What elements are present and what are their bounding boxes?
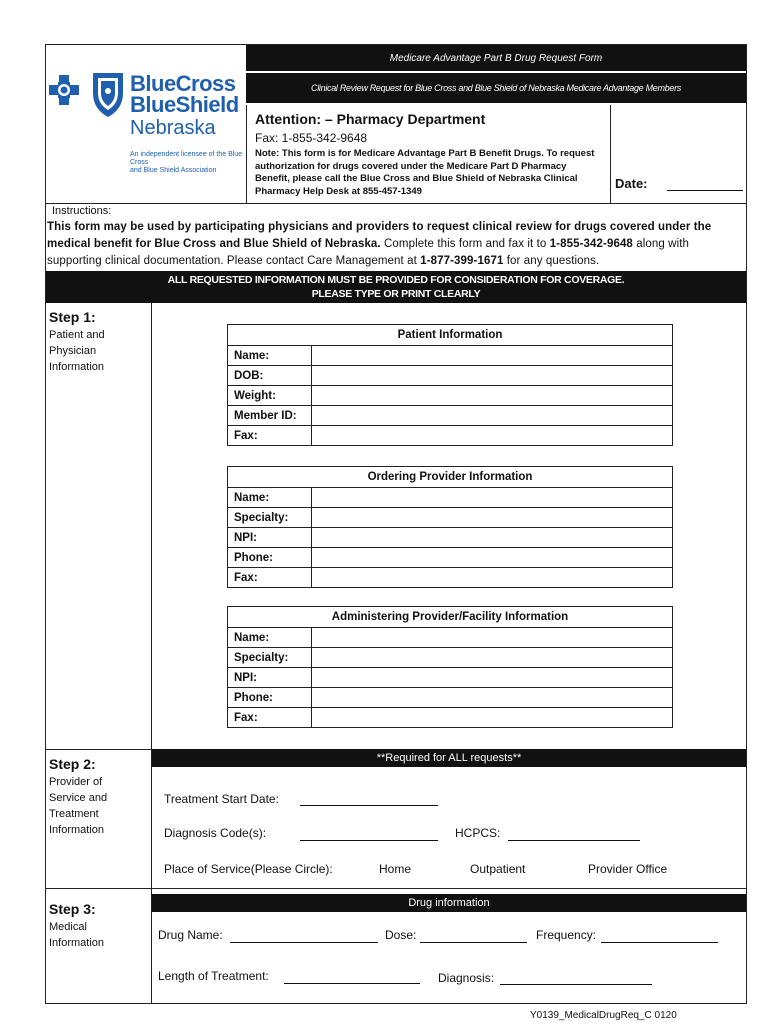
admin-npi-label: NPI: — [228, 668, 312, 688]
banner-line1: ALL REQUESTED INFORMATION MUST BE PROVIDED FOR CONSIDERATION FOR COVERAGE. — [167, 274, 625, 286]
step3-column — [46, 889, 152, 1003]
form-title: Medicare Advantage Part B Drug Request Form — [246, 45, 746, 71]
admin-name-label: Name: — [228, 628, 312, 648]
step2-sub-line: Treatment — [49, 808, 99, 820]
hcpcs-label: HCPCS: — [455, 826, 501, 840]
header-divider — [46, 203, 746, 204]
logo-line3: Nebraska — [130, 117, 216, 139]
patient-dob-label: DOB: — [228, 366, 312, 386]
ordering-provider-heading: Ordering Provider Information — [228, 467, 673, 488]
patient-weight-label: Weight: — [228, 386, 312, 406]
diagnosis-field[interactable] — [500, 984, 652, 985]
ordering-phone-label: Phone: — [228, 548, 312, 568]
ordering-npi-field[interactable] — [312, 528, 673, 548]
admin-phone-field[interactable] — [312, 688, 673, 708]
diagnosis-label: Diagnosis: — [438, 971, 495, 985]
step2-title: Step 2: — [49, 756, 96, 772]
ordering-fax-label: Fax: — [228, 568, 312, 588]
requirements-banner — [46, 271, 746, 303]
step2-sub-line: Provider of — [49, 776, 103, 788]
ordering-npi-label: NPI: — [228, 528, 312, 548]
form-footer-code: Y0139_MedicalDrugReq_C 0120 — [530, 1010, 677, 1021]
step2-sub-line: Service and — [49, 792, 108, 804]
ordering-fax-field[interactable] — [312, 568, 673, 588]
step1-sub-line: Patient and — [49, 329, 105, 341]
patient-dob-field[interactable] — [312, 366, 673, 386]
patient-name-field[interactable] — [312, 346, 673, 366]
frequency-label: Frequency: — [536, 928, 597, 942]
patient-member-id-label: Member ID: — [228, 406, 312, 426]
drug-name-field[interactable] — [230, 942, 378, 943]
patient-fax-field[interactable] — [312, 426, 673, 446]
treatment-start-field[interactable] — [300, 805, 438, 806]
ordering-phone-field[interactable] — [312, 548, 673, 568]
hcpcs-field[interactable] — [508, 840, 640, 841]
pos-option-outpatient[interactable]: Outpatient — [470, 862, 526, 876]
step2-subtitle — [49, 774, 148, 838]
treatment-start-label: Treatment Start Date: — [164, 792, 279, 806]
date-box — [611, 105, 747, 203]
admin-specialty-label: Specialty: — [228, 648, 312, 668]
pos-option-provider-office[interactable]: Provider Office — [588, 862, 668, 876]
patient-info-table — [227, 324, 673, 446]
date-label: Date: — [615, 176, 648, 191]
instructions-text-3: for any questions. — [503, 255, 600, 267]
instructions-bold: This form may be used by participating physicians and providers to request clinical review for drugs covered under the medical benefit for Blue Cross and Blue Shield of Nebraska. — [47, 221, 712, 250]
diagnosis-codes-label: Diagnosis Code(s): — [164, 826, 267, 840]
attention-heading: Attention: – Pharmacy Department — [255, 111, 486, 127]
bcbs-logo — [46, 45, 246, 203]
instructions-phone: 1-877-399-1671 — [420, 255, 504, 267]
step3-subtitle — [49, 919, 148, 951]
form-subtitle: Clinical Review Request for Blue Cross and Blue Shield of Nebraska Medicare Advantage Members — [246, 73, 746, 103]
patient-info-heading: Patient Information — [228, 325, 673, 346]
instructions-body — [47, 219, 743, 270]
admin-phone-label: Phone: — [228, 688, 312, 708]
banner-line2: PLEASE TYPE OR PRINT CLEARLY — [311, 288, 481, 300]
length-of-treatment-label: Length of Treatment: — [158, 969, 269, 983]
admin-npi-field[interactable] — [312, 668, 673, 688]
frequency-field[interactable] — [601, 942, 718, 943]
logo-tagline-2: and Blue Shield Association — [130, 167, 217, 174]
ordering-specialty-field[interactable] — [312, 508, 673, 528]
attention-fax: Fax: 1-855-342-9648 — [255, 131, 368, 145]
attention-note: Note: This form is for Medicare Advantage Part B Benefit Drugs. To request authorization for drugs covered under the Medicare Part D Pharmacy Benefit, please call the Blue Cross and Blue Shield of Nebraska Clinical Pharmacy Help Desk at 855-457-1349 — [255, 148, 595, 197]
step2-sub-line: Information — [49, 824, 105, 836]
attention-box — [246, 105, 611, 203]
pos-option-home[interactable]: Home — [379, 862, 412, 876]
logo-line1: BlueCross — [130, 71, 236, 96]
logo-tagline-1: An independent licensee of the Blue Cross — [130, 151, 243, 166]
step1-column — [46, 303, 152, 749]
length-of-treatment-field[interactable] — [284, 983, 420, 984]
administering-provider-table — [227, 606, 673, 728]
step3-sub-line: Medical — [49, 921, 87, 933]
diagnosis-codes-field[interactable] — [300, 840, 438, 841]
required-bar: **Required for ALL requests** — [152, 749, 746, 767]
step1-title: Step 1: — [49, 309, 96, 325]
patient-member-id-field[interactable] — [312, 406, 673, 426]
ordering-provider-table — [227, 466, 673, 588]
instructions-title: Instructions: — [52, 205, 112, 217]
step3-title: Step 3: — [49, 901, 96, 917]
ordering-specialty-label: Specialty: — [228, 508, 312, 528]
admin-name-field[interactable] — [312, 628, 673, 648]
drug-info-bar: Drug information — [152, 894, 746, 912]
admin-fax-field[interactable] — [312, 708, 673, 728]
patient-fax-label: Fax: — [228, 426, 312, 446]
step1-sub-line: Information — [49, 361, 105, 373]
logo-line2: BlueShield — [130, 92, 239, 117]
ordering-name-field[interactable] — [312, 488, 673, 508]
admin-specialty-field[interactable] — [312, 648, 673, 668]
administering-provider-heading: Administering Provider/Facility Information — [228, 607, 673, 628]
admin-fax-label: Fax: — [228, 708, 312, 728]
instructions-fax: 1-855-342-9648 — [549, 238, 633, 250]
drug-name-label: Drug Name: — [158, 928, 223, 942]
dose-label: Dose: — [385, 928, 417, 942]
step1-sub-line: Physician — [49, 345, 97, 357]
patient-name-label: Name: — [228, 346, 312, 366]
date-field[interactable] — [667, 190, 743, 191]
step1-subtitle — [49, 327, 148, 375]
ordering-name-label: Name: — [228, 488, 312, 508]
step2-column — [46, 750, 152, 888]
step3-sub-line: Information — [49, 937, 105, 949]
place-of-service-label: Place of Service(Please Circle): — [164, 862, 333, 876]
patient-weight-field[interactable] — [312, 386, 673, 406]
instructions-text-2: along with supporting clinical documentation. Please contact Care Management at — [47, 238, 690, 267]
instructions-text-1: Complete this form and fax it to — [380, 238, 550, 250]
dose-field[interactable] — [420, 942, 527, 943]
